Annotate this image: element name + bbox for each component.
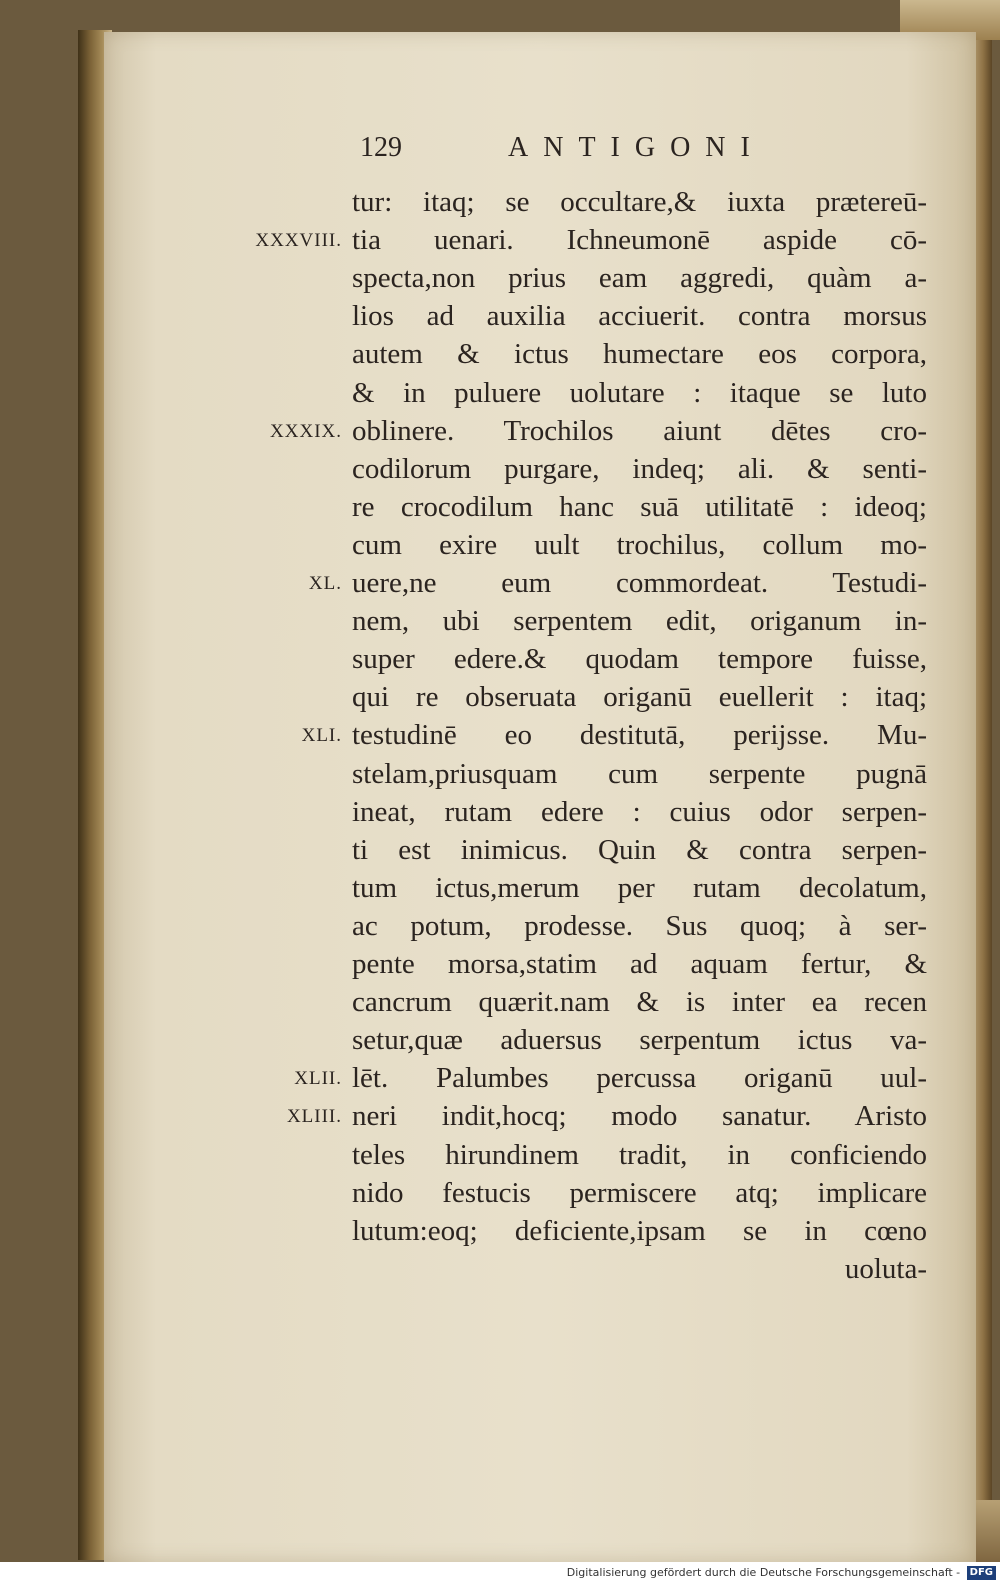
margin-chapter-number: XXXIX. [270, 420, 342, 442]
footer-text: Digitalisierung gefördert durch die Deutsche Forschungsgemeinschaft - [566, 1566, 961, 1579]
margin-chapter-number: XL. [308, 573, 342, 594]
text-line: ac potum, prodesse. Sus quoq; à ser- [352, 909, 927, 942]
running-title: ANTIGONI [508, 132, 765, 163]
text-line: tur: itaq; se occultare,& iuxta prætereū- [352, 186, 927, 218]
text-line: ineat, rutam edere : cuius odor serpen- [352, 795, 927, 828]
text-line: lios ad auxilia acciuerit. contra morsus [352, 300, 927, 333]
text-line: ti est inimicus. Quin & contra serpen- [352, 833, 927, 866]
text-line: tia uenari. Ichneumonē aspide cō- [352, 224, 927, 257]
page-number: 129 [360, 132, 402, 163]
text-line: neri indit,hocq; modo sanatur. Aristo [352, 1100, 927, 1133]
text-line: lēt. Palumbes percussa origanū uul- [352, 1062, 927, 1095]
running-head [352, 128, 927, 168]
text-line: lutum:eoq; deficiente,ipsam se in cœno [352, 1214, 927, 1247]
text-line: teles hirundinem tradit, in conficiendo [352, 1138, 927, 1171]
text-line: & in puluere uolutare : itaque se luto [352, 376, 927, 409]
text-line: uere,ne eum commordeat. Testudi- [352, 567, 927, 599]
text-line: setur,quæ aduersus serpentum ictus va- [352, 1024, 927, 1057]
text-line: nido festucis permiscere atq; implicare [352, 1176, 927, 1209]
text-line: codilorum purgare, indeq; ali. & senti- [352, 452, 927, 485]
margin-chapter-number: XLIII. [286, 1106, 342, 1128]
text-line: autem & ictus humectare eos corpora, [352, 338, 927, 371]
margin-chapter-number: XLII. [294, 1068, 342, 1090]
text-line: nem, ubi serpentem edit, origanum in- [352, 605, 927, 638]
dfg-logo: DFG [967, 1566, 996, 1580]
digitization-footer [560, 1564, 996, 1582]
text-line: uoluta- [844, 1252, 927, 1285]
text-line: testudinē eo destitutā, perijsse. Mu- [352, 719, 927, 752]
text-line: specta,non prius eam aggredi, quàm a- [352, 262, 927, 295]
margin-chapter-number: XLI. [301, 725, 342, 747]
margin-chapter-number: XXXVIII. [255, 230, 342, 252]
text-line: stelam,priusquam cum serpente pugnā [352, 757, 927, 790]
text-line: oblinere. Trochilos aiunt dētes cro- [352, 414, 927, 447]
text-line: pente morsa,statim ad aquam fertur, & [352, 948, 927, 980]
text-line: re crocodilum hanc suā utilitatē : ideoq; [352, 490, 927, 523]
text-line: tum ictus,merum per rutam decolatum, [352, 871, 927, 904]
text-line: cancrum quærit.nam & is inter ea recen [352, 986, 927, 1019]
text-line: qui re obseruata origanū euellerit : itaq; [352, 681, 927, 714]
text-line: cum exire uult trochilus, collum mo- [352, 528, 927, 561]
text-line: super edere.& quodam tempore fuisse, [352, 643, 927, 676]
